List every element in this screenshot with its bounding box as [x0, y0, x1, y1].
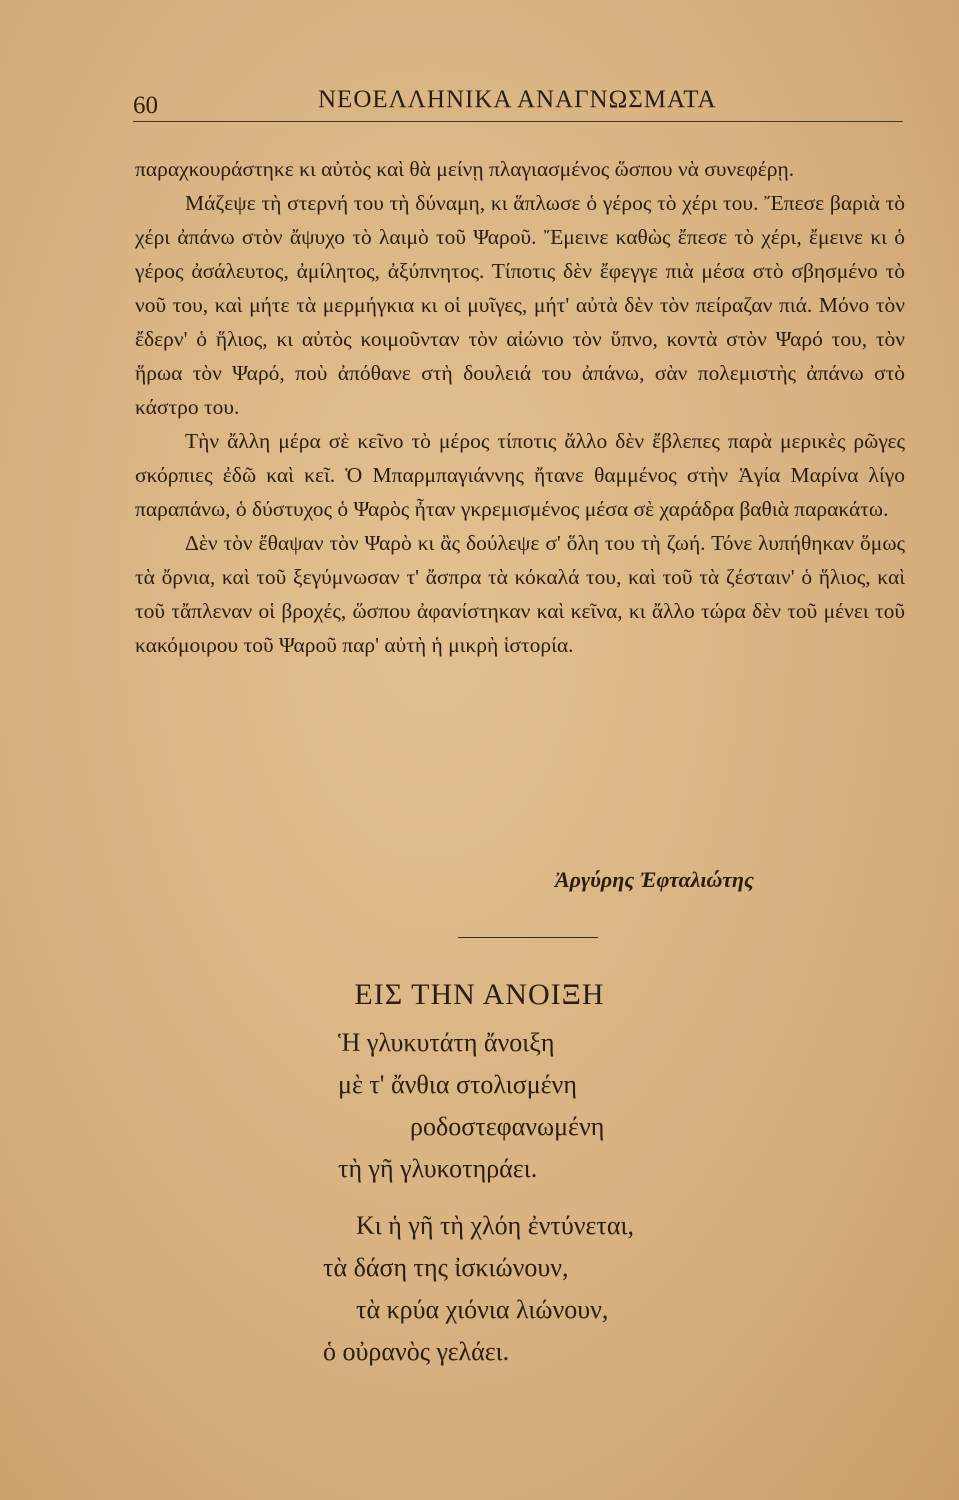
page-number: 60	[133, 92, 158, 119]
paragraph: Μάζεψε τὴ στερνή του τὴ δύναμη, κι ἅπλωσε ὁ γέρος τὸ χέρι του. Ἔπεσε βαριὰ τὸ χέρι ἀπάνω στὸν ἄψυχο τὸ λαιμὸ τοῦ Ψαροῦ. Ἔμεινε καθὼς ἔπεσε τὸ χέρι, ἔμεινε κι ὁ γέρος ἀσάλευτος, ἀμίλητος, ἀξύπνητος. Τίποτις δὲν ἔφεγγε πιὰ μέσα στὸ σβησμένο τὸ νοῦ του, καὶ μήτε τὰ μερμήγκια κι οἱ μυῖγες, μήτ' αὐτὰ δὲν τὸν πείραζαν πιά. Μόνο τὸν ἔδερν' ὁ ἥλιος, κι αὐτὸς κοιμοῦνταν τὸν αἰώνιο τὸν ὕπνο, κοντὰ στὸν Ψαρό του, τὸν ἥρωα τὸν Ψαρό, ποὺ ἀπόθανε στὴ δουλειά του ἀπάνω, σὰν πολεμιστὴς ἀπάνω στὸ κάστρο του.	[135, 191, 905, 419]
poem-line: ροδοστεφανωμένη	[410, 1112, 605, 1141]
header-rule	[133, 121, 903, 122]
paragraph: Τὴν ἄλλη μέρα σὲ κεῖνο τὸ μέρος τίποτις ἄλλο δὲν ἔβλεπες παρὰ μερικὲς ρῶγες σκόρπιες ἐδῶ καὶ κεῖ. Ὁ Μπαρμπαγιάννης ἤτανε θαμμένος στὴν Ἁγία Μαρίνα λίγο παραπάνω, ὁ δύστυχος ὁ Ψαρὸς ἦταν γκρεμισμένος μέσα σὲ χαράδρα βαθιὰ παρακάτω.	[135, 429, 905, 521]
poem-line: Ἡ γλυκυτάτη ἄνοιξη	[338, 1028, 555, 1057]
paragraph: παραχκουράστηκε κι αὐτὸς καὶ θὰ μείνῃ πλαγιασμένος ὥσπου νὰ συνεφέρῃ.	[135, 157, 795, 181]
section-separator	[458, 937, 598, 938]
poem-line: τὰ κρύα χιόνια λιώνουν,	[356, 1295, 609, 1324]
prose-body	[135, 152, 905, 662]
poem-line: μὲ τ' ἄνθια στολισμένη	[338, 1070, 577, 1099]
poem-title: ΕΙΣ ΤΗΝ ΑΝΟΙΞΗ	[354, 978, 605, 1011]
poem-line: τὰ δάση της ἰσκιώνουν,	[323, 1253, 569, 1282]
poem-line: τὴ γῆ γλυκοτηράει.	[338, 1154, 538, 1183]
running-title: ΝΕΟΕΛΛΗΝΙΚΑ ΑΝΑΓΝΩΣΜΑΤΑ	[318, 86, 717, 113]
author-signature: Ἀργύρης Ἐφταλιώτης	[555, 867, 754, 892]
paragraph: Δὲν τὸν ἔθαψαν τὸν Ψαρὸ κι ἂς δούλεψε σ' ὅλη του τὴ ζωή. Τόνε λυπήθηκαν ὅμως τὰ ὄρνια, καὶ τοῦ ξεγύμνωσαν τ' ἄσπρα τὰ κόκαλά του, καὶ τοῦ τὰ ζέσταιν' ὁ ἥλιος, καὶ τοῦ τἄπλεναν οἱ βροχές, ὥσπου ἀφανίστηκαν καὶ κεῖνα, κι ἄλλο τώρα δὲν τοῦ μένει τοῦ κακόμοιρου τοῦ Ψαροῦ παρ' αὐτὴ ἡ μικρὴ ἱστορία.	[135, 531, 905, 657]
poem-line: Κι ἡ γῆ τὴ χλόη ἐντύνεται,	[356, 1211, 634, 1240]
poem-line: ὁ οὐρανὸς γελάει.	[323, 1337, 510, 1366]
